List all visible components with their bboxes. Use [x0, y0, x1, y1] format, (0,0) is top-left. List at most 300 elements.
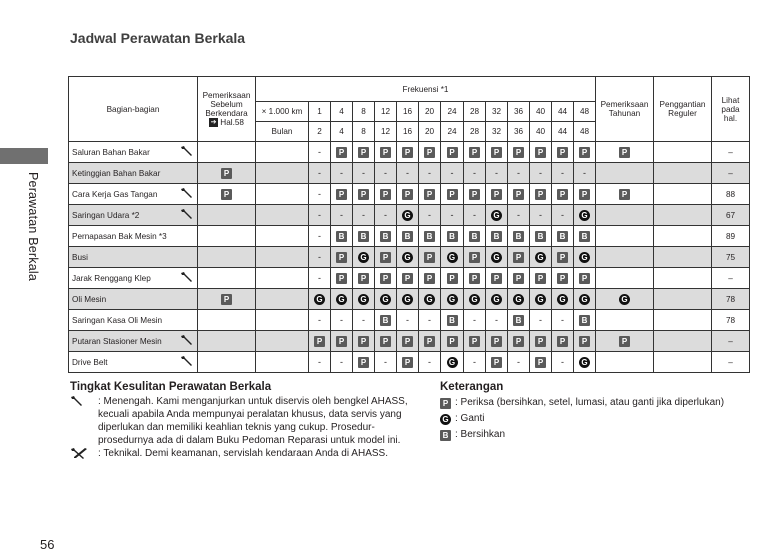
row-see-page: – — [712, 268, 750, 289]
symbol-p: P — [402, 147, 413, 158]
row-label-spacer — [256, 142, 309, 163]
difficulty-heading: Tingkat Kesulitan Perawatan Berkala — [70, 381, 272, 393]
row-interval-cell — [375, 247, 397, 268]
row-interval-cell — [309, 331, 331, 352]
table-row — [69, 247, 750, 268]
page-number: 56 — [40, 537, 55, 552]
row-interval-cell — [353, 352, 375, 373]
empty-dash: - — [517, 168, 520, 178]
symbol-b: B — [557, 231, 568, 242]
empty-dash: - — [539, 315, 542, 325]
header-km-value: 40 — [530, 102, 552, 122]
row-tool-cell — [178, 142, 198, 163]
header-pre-line1: Pemeriksaan — [202, 90, 251, 100]
row-interval-cell — [375, 331, 397, 352]
row-interval-cell — [530, 310, 552, 331]
symbol-p: P — [336, 147, 347, 158]
symbol-g: G — [424, 294, 435, 305]
legend-text-p: : Periksa (bersihkan, setel, lumasi, atau ganti jika diperlukan) — [455, 397, 725, 408]
symbol-p: P — [358, 147, 369, 158]
row-interval-cell — [486, 226, 508, 247]
empty-dash: - — [561, 168, 564, 178]
row-interval-cell — [375, 142, 397, 163]
row-interval-cell — [309, 163, 331, 184]
legend-symbol-b: B — [440, 430, 451, 441]
row-interval-cell — [419, 247, 441, 268]
header-km-value: 20 — [419, 102, 441, 122]
row-interval-cell — [552, 289, 574, 310]
symbol-b: B — [469, 231, 480, 242]
symbol-g: G — [402, 294, 413, 305]
header-annual-line1: Pemeriksaan — [600, 100, 649, 109]
row-interval-cell — [331, 163, 353, 184]
row-interval-cell — [486, 289, 508, 310]
table-row — [69, 331, 750, 352]
row-interval-cell — [530, 142, 552, 163]
empty-dash: - — [539, 168, 542, 178]
row-pre-ride-cell — [198, 310, 256, 331]
empty-dash: - — [473, 315, 476, 325]
row-interval-cell — [552, 310, 574, 331]
header-month-value: 8 — [353, 122, 375, 142]
empty-dash: - — [517, 357, 520, 367]
row-interval-cell — [464, 289, 486, 310]
row-regular-cell — [654, 268, 712, 289]
legend-text-b: : Bersihkan — [455, 429, 506, 440]
row-pre-ride-cell — [198, 184, 256, 205]
table-row — [69, 352, 750, 373]
row-regular-cell — [654, 289, 712, 310]
row-interval-cell — [353, 268, 375, 289]
header-see-page — [712, 77, 750, 142]
symbol-p: P — [491, 147, 502, 158]
row-interval-cell — [309, 352, 331, 373]
symbol-p: P — [491, 336, 502, 347]
row-tool-cell — [178, 205, 198, 226]
row-annual-cell — [596, 142, 654, 163]
row-interval-cell — [486, 184, 508, 205]
symbol-p: P — [380, 273, 391, 284]
row-interval-cell — [353, 163, 375, 184]
symbol-p: P — [380, 252, 391, 263]
empty-dash: - — [539, 210, 542, 220]
symbol-p: P — [358, 273, 369, 284]
row-tool-cell — [178, 268, 198, 289]
symbol-p: P — [491, 357, 502, 368]
header-parts: Bagian-bagian — [69, 77, 198, 142]
symbol-b: B — [380, 231, 391, 242]
symbol-p: P — [447, 147, 458, 158]
symbol-g: G — [402, 210, 413, 221]
row-interval-cell — [397, 142, 419, 163]
symbol-p: P — [579, 273, 590, 284]
row-interval-cell — [574, 289, 596, 310]
row-interval-cell — [574, 352, 596, 373]
symbol-p: P — [513, 336, 524, 347]
row-tool-cell — [178, 310, 198, 331]
empty-dash: - — [428, 357, 431, 367]
row-pre-ride-cell — [198, 352, 256, 373]
empty-dash: - — [318, 168, 321, 178]
row-interval-cell — [331, 268, 353, 289]
empty-dash: - — [406, 168, 409, 178]
symbol-p: P — [535, 357, 546, 368]
symbol-p: P — [513, 273, 524, 284]
row-interval-cell — [552, 331, 574, 352]
symbol-b: B — [402, 231, 413, 242]
header-km-value: 24 — [441, 102, 464, 122]
header-see-line2: pada — [721, 104, 740, 114]
row-interval-cell — [331, 184, 353, 205]
header-month-value: 40 — [530, 122, 552, 142]
row-interval-cell — [419, 268, 441, 289]
row-interval-cell — [486, 163, 508, 184]
symbol-g: G — [447, 252, 458, 263]
row-interval-cell — [574, 310, 596, 331]
row-pre-ride-cell — [198, 289, 256, 310]
row-annual-cell — [596, 268, 654, 289]
symbol-p: P — [402, 357, 413, 368]
row-interval-cell — [574, 247, 596, 268]
symbol-p: P — [380, 189, 391, 200]
symbol-g: G — [619, 294, 630, 305]
legend-symbol-p: P — [440, 398, 451, 409]
symbol-p: P — [358, 357, 369, 368]
row-interval-cell — [353, 247, 375, 268]
symbol-p: P — [557, 252, 568, 263]
symbol-p: P — [402, 273, 413, 284]
row-interval-cell — [353, 142, 375, 163]
row-interval-cell — [530, 226, 552, 247]
row-interval-cell — [331, 247, 353, 268]
row-tool-cell — [178, 226, 198, 247]
row-interval-cell — [419, 205, 441, 226]
symbol-p: P — [380, 147, 391, 158]
row-interval-cell — [309, 205, 331, 226]
row-see-page[interactable]: 67 — [712, 205, 750, 226]
row-interval-cell — [353, 310, 375, 331]
header-month-label: Bulan — [256, 122, 309, 142]
row-part-name: Putaran Stasioner Mesin — [69, 331, 178, 352]
symbol-p: P — [314, 336, 325, 347]
symbol-g: G — [579, 252, 590, 263]
row-interval-cell — [309, 142, 331, 163]
row-label-spacer — [256, 205, 309, 226]
symbol-b: B — [358, 231, 369, 242]
empty-dash: - — [561, 210, 564, 220]
symbol-p: P — [221, 294, 232, 305]
row-interval-cell — [353, 184, 375, 205]
symbol-p: P — [221, 168, 232, 179]
header-km-value: 28 — [464, 102, 486, 122]
empty-dash: - — [473, 210, 476, 220]
row-see-page[interactable]: 78 — [712, 310, 750, 331]
empty-dash: - — [428, 168, 431, 178]
empty-dash: - — [318, 315, 321, 325]
row-pre-ride-cell — [198, 163, 256, 184]
crossed-tools-icon — [70, 447, 98, 463]
empty-dash: - — [428, 210, 431, 220]
row-interval-cell — [441, 163, 464, 184]
row-interval-cell — [309, 268, 331, 289]
header-pre-line3: Berkendara — [205, 108, 248, 118]
row-interval-cell — [441, 352, 464, 373]
wrench-icon — [180, 192, 194, 201]
row-interval-cell — [309, 310, 331, 331]
row-interval-cell — [508, 142, 530, 163]
row-interval-cell — [309, 247, 331, 268]
row-interval-cell — [353, 289, 375, 310]
row-see-page: – — [712, 352, 750, 373]
row-label-spacer — [256, 352, 309, 373]
header-pre-ref[interactable]: Hal.58 — [220, 117, 244, 127]
row-part-name: Pernapasan Bak Mesin *3 — [69, 226, 178, 247]
row-interval-cell — [441, 310, 464, 331]
symbol-g: G — [579, 294, 590, 305]
row-see-page: – — [712, 331, 750, 352]
row-see-page[interactable]: 78 — [712, 289, 750, 310]
row-interval-cell — [552, 247, 574, 268]
section-side-label: Perawatan Berkala — [26, 172, 40, 282]
symbol-b: B — [491, 231, 502, 242]
row-tool-cell — [178, 289, 198, 310]
row-annual-cell — [596, 226, 654, 247]
header-km-value: 12 — [375, 102, 397, 122]
row-label-spacer — [256, 310, 309, 331]
row-interval-cell — [375, 268, 397, 289]
symbol-p: P — [336, 189, 347, 200]
legend-heading: Keterangan — [440, 381, 504, 393]
row-interval-cell — [508, 289, 530, 310]
row-interval-cell — [486, 205, 508, 226]
row-interval-cell — [464, 268, 486, 289]
symbol-p: P — [447, 273, 458, 284]
symbol-p: P — [557, 336, 568, 347]
row-label-spacer — [256, 163, 309, 184]
row-interval-cell — [375, 352, 397, 373]
header-annual — [596, 77, 654, 142]
symbol-p: P — [535, 273, 546, 284]
symbol-g: G — [579, 357, 590, 368]
row-interval-cell — [574, 331, 596, 352]
row-interval-cell — [353, 226, 375, 247]
row-interval-cell — [331, 142, 353, 163]
row-annual-cell — [596, 205, 654, 226]
symbol-p: P — [424, 147, 435, 158]
symbol-g: G — [380, 294, 391, 305]
row-interval-cell — [375, 310, 397, 331]
row-interval-cell — [397, 289, 419, 310]
row-interval-cell — [530, 163, 552, 184]
header-month-value: 36 — [508, 122, 530, 142]
symbol-p: P — [336, 252, 347, 263]
row-interval-cell — [508, 331, 530, 352]
symbol-p: P — [358, 336, 369, 347]
symbol-legend — [440, 381, 757, 443]
row-interval-cell — [464, 247, 486, 268]
row-interval-cell — [530, 247, 552, 268]
row-interval-cell — [464, 331, 486, 352]
table-row — [69, 289, 750, 310]
symbol-p: P — [402, 336, 413, 347]
wrench-icon — [180, 360, 194, 369]
symbol-p: P — [380, 336, 391, 347]
row-see-page: – — [712, 163, 750, 184]
row-annual-cell — [596, 163, 654, 184]
symbol-p: P — [447, 336, 458, 347]
row-annual-cell — [596, 247, 654, 268]
symbol-p: P — [535, 336, 546, 347]
header-km-label: × 1.000 km — [256, 102, 309, 122]
header-see-line3: hal. — [723, 113, 738, 123]
header-km-value: 36 — [508, 102, 530, 122]
row-interval-cell — [486, 310, 508, 331]
row-interval-cell — [353, 331, 375, 352]
header-month-value: 48 — [574, 122, 596, 142]
header-km-value: 44 — [552, 102, 574, 122]
row-interval-cell — [441, 205, 464, 226]
header-km-value: 48 — [574, 102, 596, 122]
row-interval-cell — [331, 205, 353, 226]
row-see-page[interactable]: 89 — [712, 226, 750, 247]
table-row — [69, 226, 750, 247]
row-interval-cell — [397, 226, 419, 247]
row-interval-cell — [508, 163, 530, 184]
row-annual-cell — [596, 331, 654, 352]
difficulty-intermediate-text: : Menengah. Kami menganjurkan untuk diservis oleh bengkel AHASS, kecuali apabila Anda mempunyai peralatan khusus, data servis yang diperlukan dan memiliki keahlian teknis yang cukup. Prosedur-prosedurnya ada di dalam Buku Pedoman Reparasi untuk model ini. — [98, 396, 408, 446]
header-km-value: 32 — [486, 102, 508, 122]
row-interval-cell — [552, 163, 574, 184]
row-interval-cell — [574, 226, 596, 247]
symbol-p: P — [535, 147, 546, 158]
symbol-g: G — [447, 357, 458, 368]
header-km-value: 16 — [397, 102, 419, 122]
row-interval-cell — [508, 268, 530, 289]
row-see-page[interactable]: 88 — [712, 184, 750, 205]
row-interval-cell — [486, 142, 508, 163]
symbol-p: P — [424, 189, 435, 200]
arrow-pointer-icon: ➔ — [210, 119, 217, 127]
row-interval-cell — [375, 226, 397, 247]
row-interval-cell — [419, 331, 441, 352]
symbol-p: P — [491, 273, 502, 284]
symbol-g: G — [402, 252, 413, 263]
header-regular-line2: Reguler — [668, 109, 697, 118]
empty-dash: - — [318, 357, 321, 367]
empty-dash: - — [384, 357, 387, 367]
row-interval-cell — [552, 268, 574, 289]
symbol-b: B — [380, 315, 391, 326]
row-interval-cell — [441, 184, 464, 205]
empty-dash: - — [583, 168, 586, 178]
row-interval-cell — [574, 142, 596, 163]
header-month-value: 16 — [397, 122, 419, 142]
row-interval-cell — [331, 310, 353, 331]
wrench-icon — [180, 213, 194, 222]
symbol-g: G — [469, 294, 480, 305]
empty-dash: - — [517, 210, 520, 220]
empty-dash: - — [428, 315, 431, 325]
symbol-b: B — [513, 315, 524, 326]
row-interval-cell — [397, 184, 419, 205]
row-interval-cell — [441, 226, 464, 247]
row-pre-ride-cell — [198, 226, 256, 247]
symbol-b: B — [336, 231, 347, 242]
row-interval-cell — [574, 268, 596, 289]
table-row — [69, 310, 750, 331]
symbol-b: B — [579, 315, 590, 326]
header-regular — [654, 77, 712, 142]
row-regular-cell — [654, 163, 712, 184]
symbol-b: B — [579, 231, 590, 242]
table-row — [69, 142, 750, 163]
symbol-p: P — [424, 273, 435, 284]
header-month-value: 12 — [375, 122, 397, 142]
row-interval-cell — [508, 310, 530, 331]
header-month-value: 20 — [419, 122, 441, 142]
empty-dash: - — [561, 315, 564, 325]
symbol-p: P — [513, 189, 524, 200]
empty-dash: - — [362, 210, 365, 220]
empty-dash: - — [384, 210, 387, 220]
wrench-icon — [180, 150, 194, 159]
maintenance-schedule-table — [68, 76, 750, 373]
empty-dash: - — [362, 168, 365, 178]
row-interval-cell — [397, 205, 419, 226]
wrench-icon — [180, 339, 194, 348]
row-interval-cell — [486, 268, 508, 289]
row-interval-cell — [552, 352, 574, 373]
row-interval-cell — [331, 352, 353, 373]
row-interval-cell — [419, 163, 441, 184]
empty-dash: - — [450, 168, 454, 178]
wrench-icon — [70, 395, 98, 447]
symbol-b: B — [447, 231, 458, 242]
header-pre-ride — [198, 77, 256, 142]
empty-dash: - — [495, 315, 498, 325]
symbol-p: P — [402, 189, 413, 200]
row-interval-cell — [331, 331, 353, 352]
row-interval-cell — [397, 163, 419, 184]
row-part-name: Oli Mesin — [69, 289, 178, 310]
header-see-line1: Lihat — [721, 95, 740, 105]
legend-symbol-g: G — [440, 414, 451, 425]
row-see-page[interactable]: 75 — [712, 247, 750, 268]
row-interval-cell — [552, 226, 574, 247]
row-interval-cell — [353, 205, 375, 226]
empty-dash: - — [450, 210, 454, 220]
row-regular-cell — [654, 205, 712, 226]
symbol-p: P — [336, 273, 347, 284]
row-interval-cell — [508, 352, 530, 373]
empty-dash: - — [406, 315, 409, 325]
row-see-page: – — [712, 142, 750, 163]
symbol-g: G — [491, 210, 502, 221]
empty-dash: - — [318, 273, 321, 283]
symbol-g: G — [336, 294, 347, 305]
symbol-g: G — [358, 294, 369, 305]
row-interval-cell — [508, 247, 530, 268]
symbol-p: P — [557, 273, 568, 284]
row-label-spacer — [256, 289, 309, 310]
symbol-p: P — [469, 336, 480, 347]
header-pre-line2: Sebelum — [210, 99, 243, 109]
row-interval-cell — [508, 184, 530, 205]
table-row — [69, 184, 750, 205]
row-interval-cell — [552, 205, 574, 226]
header-month-value: 2 — [309, 122, 331, 142]
row-interval-cell — [464, 184, 486, 205]
